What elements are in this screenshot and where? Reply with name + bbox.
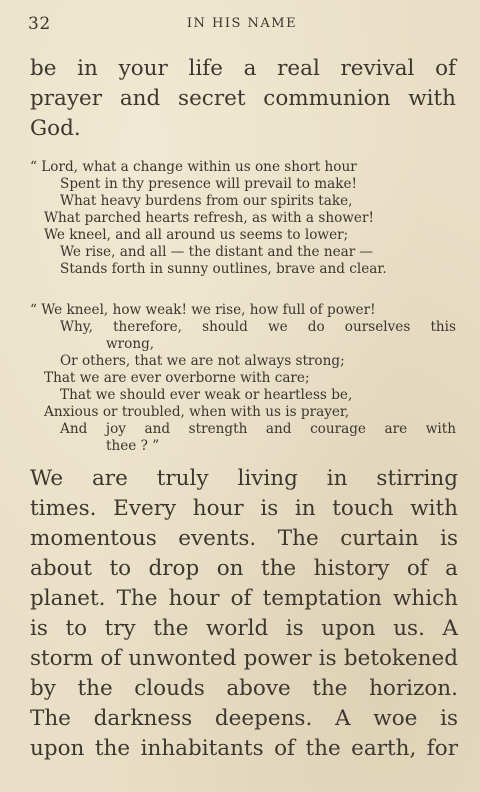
poem-line: Stands forth in sunny outlines, brave and clear. [60, 261, 387, 277]
page-number: 32 [28, 14, 51, 34]
text-line: is to try the world is upon us. A [30, 616, 458, 641]
text-line: about to drop on the history of a [30, 556, 458, 581]
text-line: be in your life a real revival of [30, 56, 456, 81]
poem-line: What heavy burdens from our spirits take, [60, 193, 353, 209]
poem-line: “ We kneel, how weak! we rise, how full of power! [30, 302, 376, 318]
paragraph-intro [30, 54, 456, 144]
poem-line: Why, therefore, should we do ourselves this [60, 319, 456, 335]
poem-line: “ Lord, what a change within us one short hour [30, 159, 357, 175]
text-line: The darkness deepens. A woe is [30, 706, 458, 731]
poem-line: Anxious or troubled, when with us is prayer, [44, 404, 350, 420]
text-line: planet. The hour of temptation which [30, 586, 458, 611]
running-head: IN HIS NAME [186, 16, 298, 31]
poem-line: We rise, and all — the distant and the near — [60, 244, 374, 260]
text-line: prayer and secret communion with [30, 86, 456, 111]
poem-line: Or others, that we are not always strong; [60, 353, 345, 369]
poem-stanza-1 [30, 159, 456, 278]
poem-line: wrong, [106, 336, 155, 352]
text-line: God. [30, 116, 81, 141]
poem-line: What parched hearts refresh, as with a shower! [44, 210, 374, 226]
poem-line: We kneel, and all around us seems to lower; [44, 227, 349, 243]
poem-line: And joy and strength and courage are with [60, 421, 456, 437]
poem-line: thee ? ” [106, 438, 160, 454]
poem-stanza-2 [30, 302, 456, 455]
paragraph-stirring-times [30, 464, 458, 764]
page-header [28, 14, 456, 36]
poem-line: That we are ever overborne with care; [44, 370, 310, 386]
poem-line: Spent in thy presence will prevail to make! [60, 176, 357, 192]
text-line: We are truly living in stirring [30, 466, 458, 491]
text-line: by the clouds above the horizon. [30, 676, 458, 701]
poem-line: That we should ever weak or heartless be, [60, 387, 353, 403]
text-line: times. Every hour is in touch with [30, 496, 458, 521]
text-line: storm of unwonted power is betokened [30, 646, 458, 671]
text-line: upon the inhabitants of the earth, for [30, 736, 458, 761]
text-line: momentous events. The curtain is [30, 526, 458, 551]
